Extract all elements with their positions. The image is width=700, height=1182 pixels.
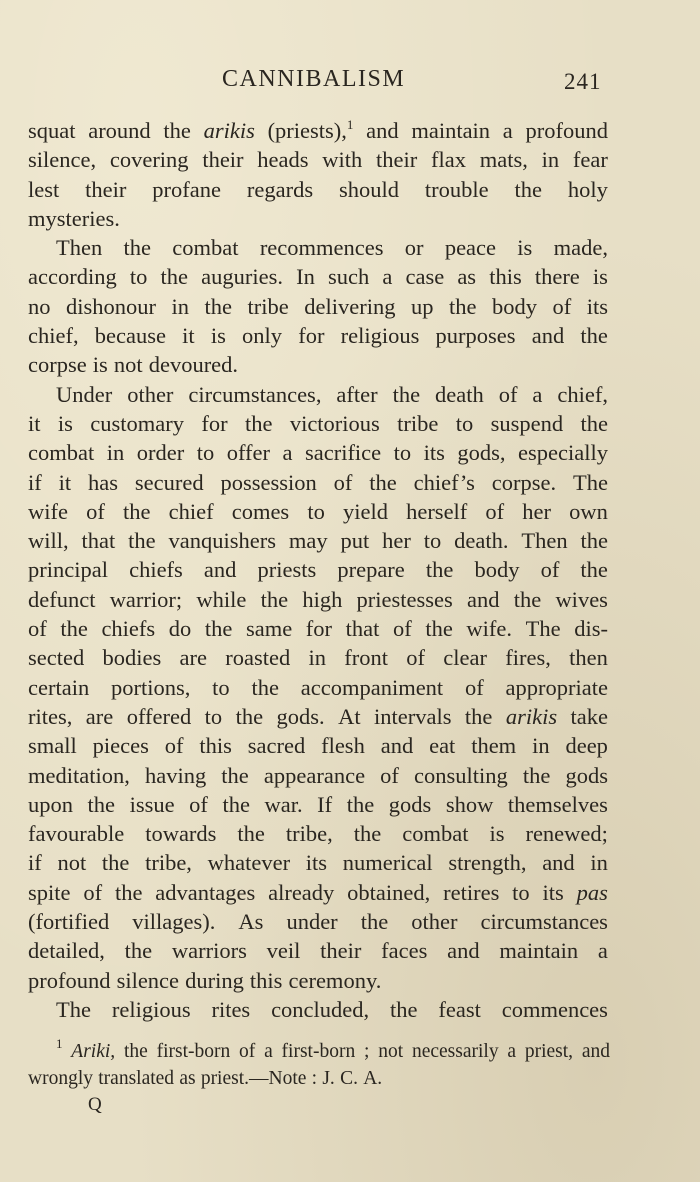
footnote-line: $^1$ Ariki, the first-born of a first-born ; not necessarily a priest, and (56, 1036, 610, 1062)
text-line: favourable towards the tribe, the combat is renewed; (28, 821, 608, 847)
text-line: silence, covering their heads with their flax mats, in fear (28, 147, 608, 173)
text-line: (fortified villages). As under the other circumstances (28, 909, 608, 935)
text-line: if it has secured possession of the chief’s corpse. The (28, 469, 608, 495)
text-line: meditation, having the appearance of consulting the gods (28, 762, 608, 788)
text-line: rites, are offered to the gods. At intervals the arikis take (28, 703, 608, 729)
page-number: 241 (564, 69, 602, 94)
text-line: profound silence during this ceremony. (28, 967, 382, 993)
text-line: detailed, the warriors veil their faces and maintain a (28, 938, 608, 964)
text-line: will, that the vanquishers may put her to death. Then the (28, 528, 608, 554)
text-line: lest their profane regards should trouble the holy (28, 176, 608, 202)
text-line: Under other circumstances, after the death of a chief, (56, 381, 608, 407)
text-line: squat around the arikis (priests),$^1$ and maintain a profound (28, 117, 608, 143)
running-head (0, 66, 700, 100)
text-line: sected bodies are roasted in front of clear fires, then (28, 645, 608, 671)
text-line: small pieces of this sacred flesh and eat them in deep (28, 733, 608, 759)
text-line: The religious rites concluded, the feast commences (56, 996, 608, 1022)
text-line: Then the combat recommences or peace is made, (56, 235, 608, 261)
text-line: of the chiefs do the same for that of the wife. The dis- (28, 616, 608, 642)
text-line: spite of the advantages already obtained, retires to its pas (28, 879, 608, 905)
text-line: combat in order to offer a sacrifice to its gods, especially (28, 440, 608, 466)
running-title: CANNIBALISM (222, 66, 406, 92)
footnote (28, 1038, 610, 1092)
text-line: it is customary for the victorious tribe to suspend the (28, 410, 608, 436)
text-line: if not the tribe, whatever its numerical strength, and in (28, 850, 608, 876)
footnote-line: wrongly translated as priest.—Note : J. C. A. (28, 1068, 383, 1089)
text-line: corpse is not devoured. (28, 352, 239, 378)
text-line: according to the auguries. In such a case as this there is (28, 264, 608, 290)
text-line: wife of the chief comes to yield herself of her own (28, 498, 608, 524)
text-line: upon the issue of the war. If the gods show themselves (28, 791, 608, 817)
text-line: chief, because it is only for religious purposes and the (28, 323, 608, 349)
text-line: mysteries. (28, 205, 120, 231)
text-line: certain portions, to the accompaniment of appropriate (28, 674, 608, 700)
text-line: principal chiefs and priests prepare the body of the (28, 557, 608, 583)
signature-mark: Q (88, 1094, 102, 1115)
text-line: defunct warrior; while the high priestesses and the wives (28, 586, 608, 612)
body-text (28, 116, 608, 1024)
text-line: no dishonour in the tribe delivering up the body of its (28, 293, 608, 319)
